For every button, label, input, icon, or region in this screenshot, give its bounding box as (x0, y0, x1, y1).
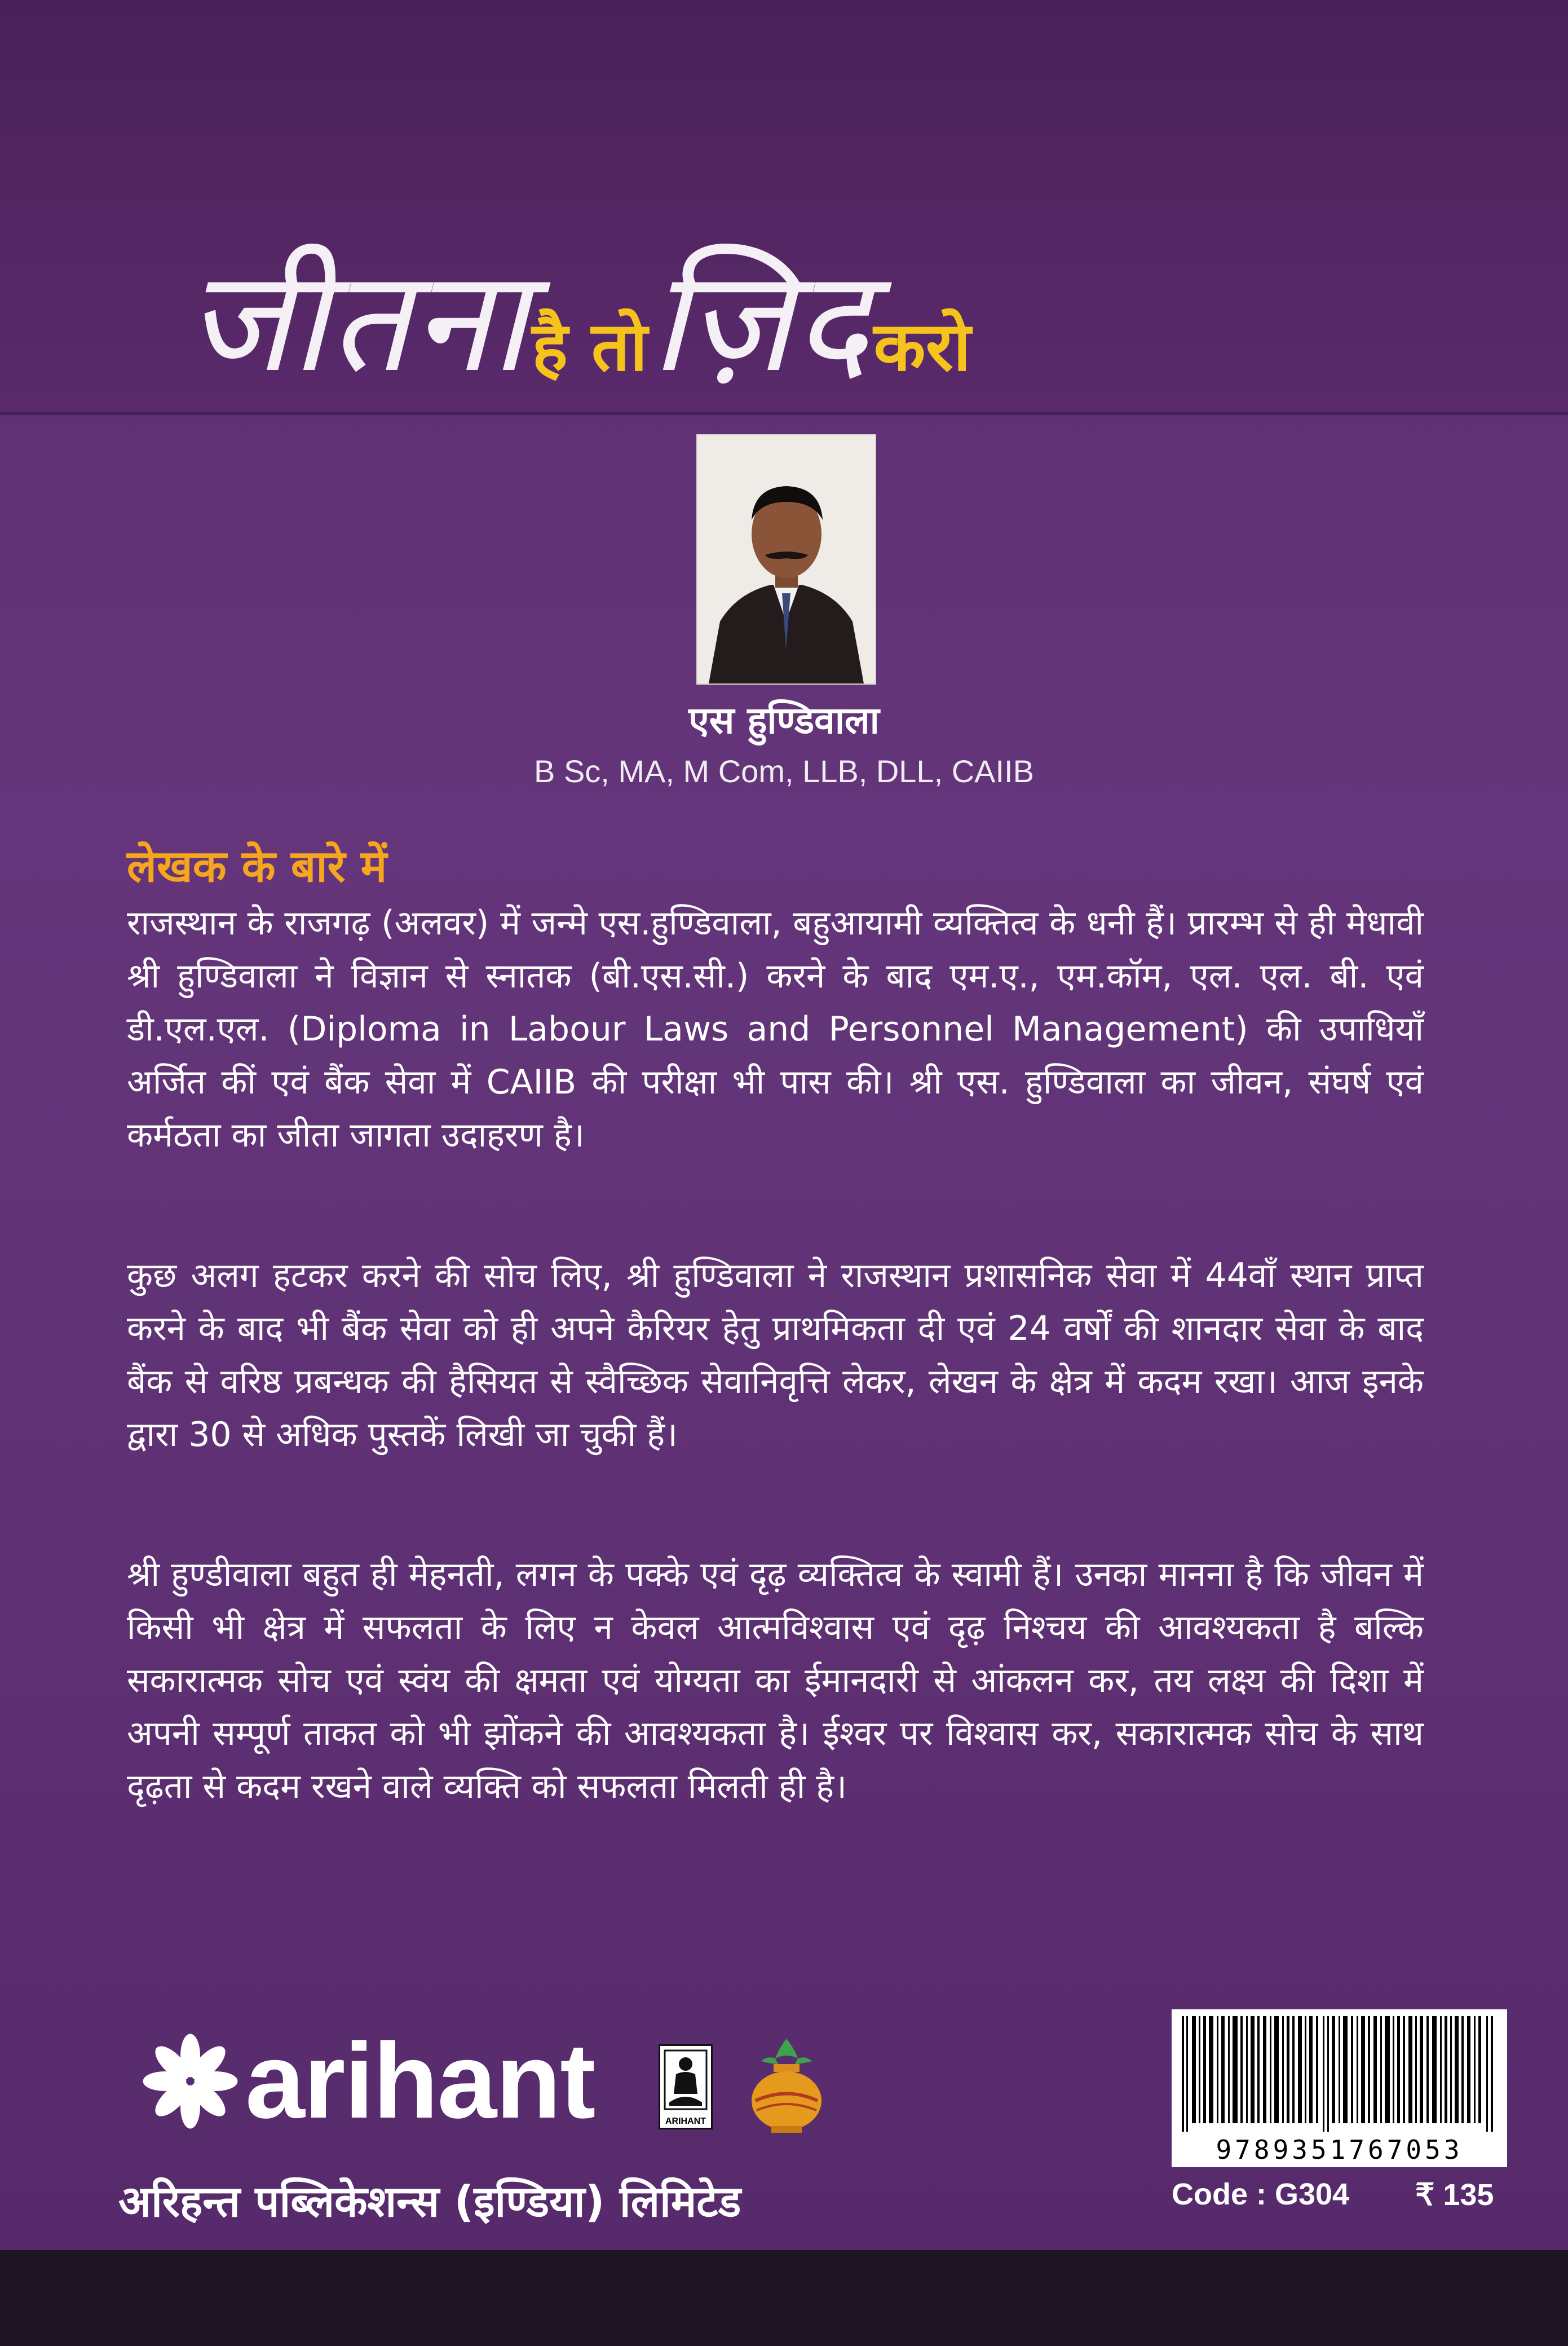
book-price: ₹ 135 (1415, 2178, 1494, 2212)
barcode-bars (1182, 2016, 1498, 2132)
jain-logo (659, 2044, 713, 2129)
author-name: एस हुण्डिवाला (688, 699, 880, 742)
isbn-number: 9789351767053 (1216, 2135, 1463, 2165)
title-word-zid: ज़िद (650, 239, 871, 403)
meditating-figure-icon (660, 2046, 711, 2114)
publisher-name: अरिहन्त पब्लिकेशन्स (इण्डिया) लिमिटेड (118, 2176, 741, 2226)
brand-name: arihant (245, 2021, 595, 2141)
about-paragraph-1: राजस्थान के राजगढ़ (अलवर) में जन्मे एस.हुण्डिवाला, बहुआयामी व्यक्तित्व के धनी हैं। प्रारम्भ से ही मेधावी श्री हुण्डिवाला ने विज्ञान से स्नातक (बी.एस.सी.) करने के बाद एम.ए., एम.कॉम, एल. एल. बी. एवं डी.एल.एल. (Diploma in Labour Laws and Personnel Management) की उपाधियाँ अर्जित कीं एवं बैंक सेवा में CAIIB की परीक्षा भी पास की। श्री एस. हुण्डिवाला का जीवन, संघर्ष एवं कर्मठता का जीता जागता उदाहरण है। (127, 903, 1424, 1155)
bottom-strip (0, 2250, 1568, 2346)
book-title (186, 220, 1426, 412)
title-word-jeetna: जीतना (186, 239, 529, 403)
author-degrees: B Sc, MA, M Com, LLB, DLL, CAIIB (534, 753, 1034, 789)
title-word-hai-to: है तो (532, 308, 648, 386)
arihant-brand (141, 2021, 595, 2141)
author-photo (696, 434, 876, 685)
author-portrait-icon (697, 435, 875, 683)
about-paragraph-3: श्री हुण्डीवाला बहुत ही मेहनती, लगन के पक्के एवं दृढ़ व्यक्तित्व के स्वामी हैं। उनका मानना है कि जीवन में किसी भी क्षेत्र में सफलता के लिए न केवल आत्मविश्वास एवं दृढ़ निश्चय की आवश्यकता है बल्कि सकारात्मक सोच एवं स्वंय की क्षमता एवं योग्यता का ईमानदारी से आंकलन कर, तय लक्ष्य की दिशा में अपनी सम्पूर्ण ताकत को भी झोंकने की आवश्यकता है। ईश्वर पर विश्वास कर, सकारात्मक सोच के साथ दृढ़ता से कदम रखने वाले व्यक्ति को सफलता मिलती ही है। (127, 1555, 1424, 1806)
title-word-karo: करो (873, 308, 971, 386)
kalash-icon (744, 2036, 829, 2135)
about-paragraph-2: कुछ अलग हटकर करने की सोच लिए, श्री हुण्डिवाला ने राजस्थान प्रशासनिक सेवा में 44वाँ स्थान प्राप्त करने के बाद भी बैंक सेवा को ही अपने कैरियर हेतु प्राथमिकता दी एवं 24 वर्षों की शानदार सेवा के बाद बैंक से वरिष्ठ प्रबन्धक की हैसियत से स्वैच्छिक सेवानिवृत्ति लेकर, लेखन के क्षेत्र में कदम रखा। आज इनके द्वारा 30 से अधिक पुस्तकें लिखी जा चुकी हैं। (127, 1256, 1424, 1454)
about-author-heading: लेखक के बारे में (127, 841, 387, 892)
jain-logo-label: ARIHANT (665, 2116, 706, 2126)
flower-icon (141, 2032, 240, 2131)
barcode (1172, 2009, 1507, 2167)
book-code: Code : G304 (1172, 2177, 1350, 2211)
